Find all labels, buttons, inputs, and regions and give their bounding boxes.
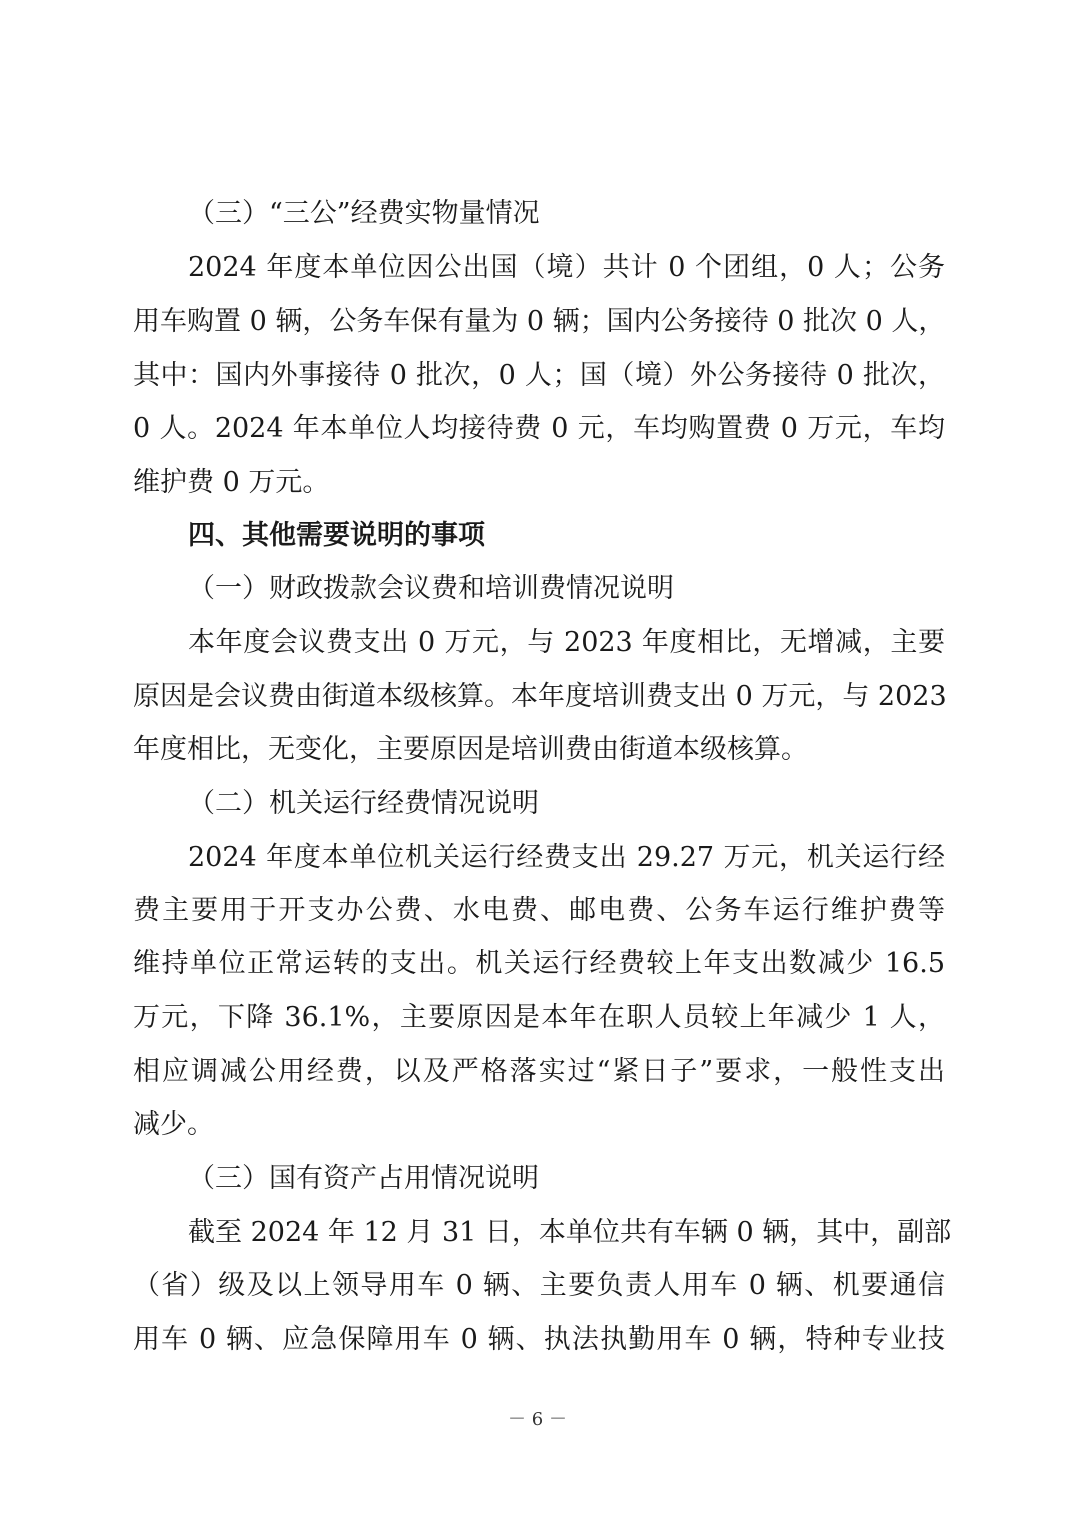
paragraph-line: 本年度会议费支出 0 万元，与 2023 年度相比，无增减，主要 bbox=[188, 627, 945, 658]
paragraph-line: （省）级及以上领导用车 0 辆、主要负责人用车 0 辆、机要通信 bbox=[133, 1270, 945, 1301]
subsection-one-heading: （一）财政拨款会议费和培训费情况说明 bbox=[188, 573, 674, 604]
paragraph-line: 2024 年度本单位因公出国（境）共计 0 个团组，0 人；公务 bbox=[188, 252, 945, 283]
paragraph-line: 2024 年度本单位机关运行经费支出 29.27 万元，机关运行经 bbox=[188, 842, 945, 873]
paragraph-line: 维持单位正常运转的支出。机关运行经费较上年支出数减少 16.5 bbox=[133, 948, 945, 979]
paragraph-line: 维护费 0 万元。 bbox=[133, 467, 330, 498]
subsection-two-heading: （二）机关运行经费情况说明 bbox=[188, 788, 539, 819]
paragraph-line: 原因是会议费由街道本级核算。本年度培训费支出 0 万元，与 2023 bbox=[133, 681, 947, 712]
page-number: － 6 － bbox=[508, 1409, 567, 1430]
paragraph-line: 费主要用于开支办公费、水电费、邮电费、公务车运行维护费等 bbox=[133, 895, 945, 926]
section-four-heading: 四、其他需要说明的事项 bbox=[188, 520, 485, 551]
paragraph-line: 年度相比，无变化，主要原因是培训费由街道本级核算。 bbox=[133, 734, 808, 765]
paragraph-line: 0 人。2024 年本单位人均接待费 0 元，车均购置费 0 万元，车均 bbox=[133, 413, 945, 444]
paragraph-line: 相应调减公用经费，以及严格落实过“紧日子”要求，一般性支出 bbox=[133, 1056, 945, 1087]
paragraph-line: 用车购置 0 辆，公务车保有量为 0 辆；国内公务接待 0 批次 0 人， bbox=[133, 306, 946, 337]
paragraph-line: 万元，下降 36.1%，主要原因是本年在职人员较上年减少 1 人， bbox=[133, 1002, 945, 1033]
paragraph-line: 减少。 bbox=[133, 1109, 214, 1140]
paragraph-line: 截至 2024 年 12 月 31 日，本单位共有车辆 0 辆，其中，副部 bbox=[188, 1217, 952, 1248]
paragraph-line: 其中：国内外事接待 0 批次，0 人；国（境）外公务接待 0 批次， bbox=[133, 360, 945, 391]
section-three-public-heading: （三）“三公”经费实物量情况 bbox=[188, 198, 540, 229]
paragraph-line: 用车 0 辆、应急保障用车 0 辆、执法执勤用车 0 辆，特种专业技 bbox=[133, 1324, 945, 1355]
subsection-three-heading: （三）国有资产占用情况说明 bbox=[188, 1163, 539, 1194]
